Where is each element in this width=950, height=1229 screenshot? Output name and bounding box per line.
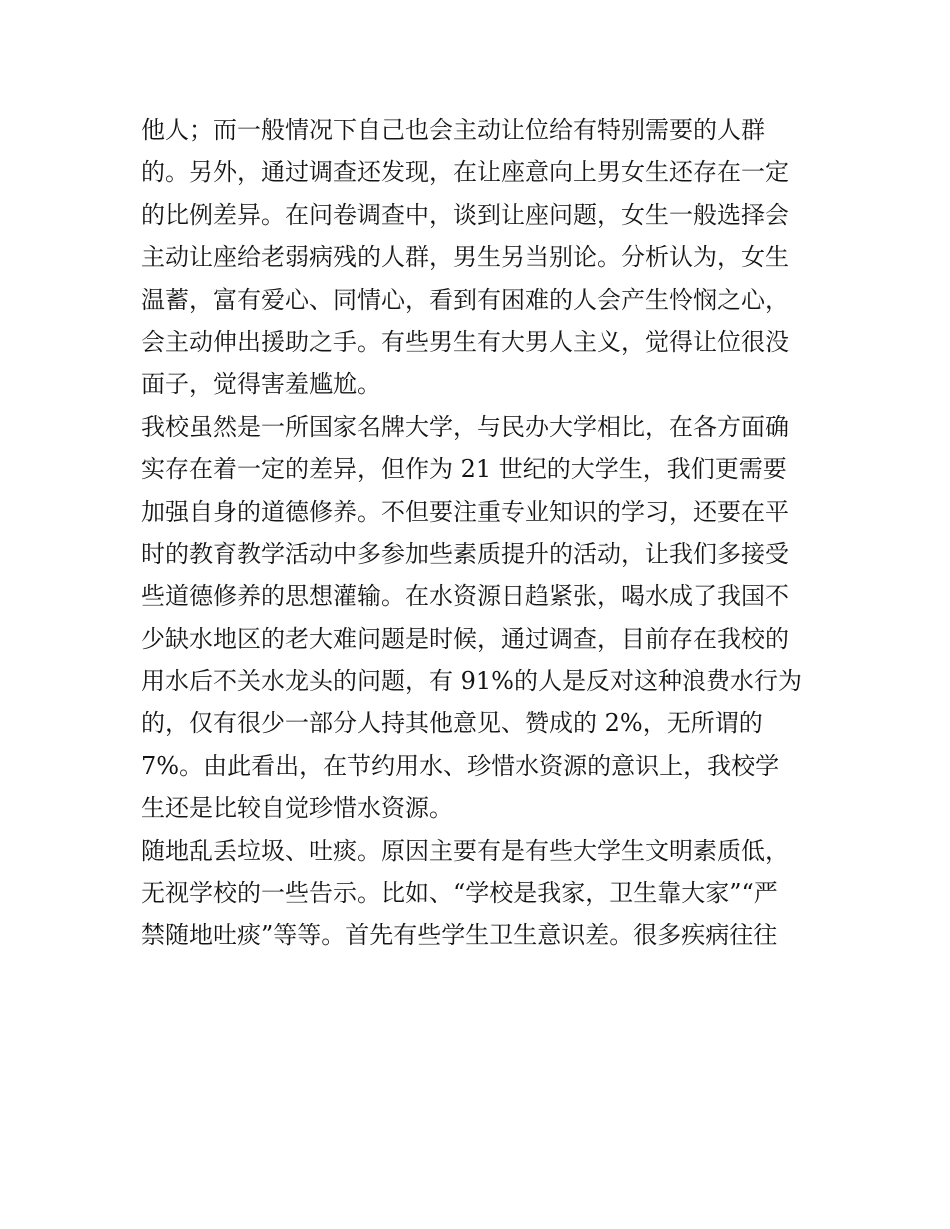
text-line: 7%。由此看出，在节约用水、珍惜水资源的意识上，我校学 [141, 751, 780, 780]
text-line: 他人；而一般情况下自己也会主动让位给有特别需要的人群 [141, 116, 765, 144]
text-line: 实存在着一定的差异，但作为 21 世纪的大学生，我们更需要 [141, 455, 787, 484]
text-line: 少缺水地区的老大难问题是时候，通过调查，目前存在我校的 [141, 624, 789, 653]
text-line: 的。另外，通过调查还发现，在让座意向上男女生还存在一定 [141, 158, 789, 187]
text-line: 加强自身的道德修养。不但要注重专业知识的学习，还要在平 [141, 497, 789, 526]
text-line: 温蓄，富有爱心、同情心，看到有困难的人会产生怜悯之心， [141, 285, 789, 314]
text-line: 无视学校的一些告示。比如、“学校是我家，卫生靠大家”“严 [141, 879, 778, 908]
text-line: 生还是比较自觉珍惜水资源。 [141, 794, 453, 823]
text-line: 禁随地吐痰”等等。首先有些学生卫生意识差。很多疾病往往 [141, 921, 778, 950]
text-line: 主动让座给老弱病残的人群，男生另当别论。分析认为，女生 [141, 243, 789, 272]
text-line: 用水后不关水龙头的问题，有 91%的人是反对这种浪费水行为 [141, 667, 802, 696]
text-line: 些道德修养的思想灌输。在水资源日趋紧张，喝水成了我国不 [141, 582, 789, 611]
text-line: 时的教育教学活动中多参加些素质提升的活动，让我们多接受 [141, 539, 789, 568]
text-line: 的，仅有很少一部分人持其他意见、赞成的 2%，无所谓的 [141, 709, 763, 738]
text-line: 随地乱丢垃圾、吐痰。原因主要有是有些大学生文明素质低， [141, 836, 789, 865]
body-text [141, 109, 821, 957]
text-line: 会主动伸出援助之手。有些男生有大男人主义，觉得让位很没 [141, 327, 789, 356]
text-line: 面子，觉得害羞尴尬。 [141, 370, 381, 399]
text-line: 我校虽然是一所国家名牌大学，与民办大学相比，在各方面确 [141, 412, 789, 441]
text-line: 的比例差异。在问卷调查中，谈到让座问题，女生一般选择会 [141, 200, 789, 229]
